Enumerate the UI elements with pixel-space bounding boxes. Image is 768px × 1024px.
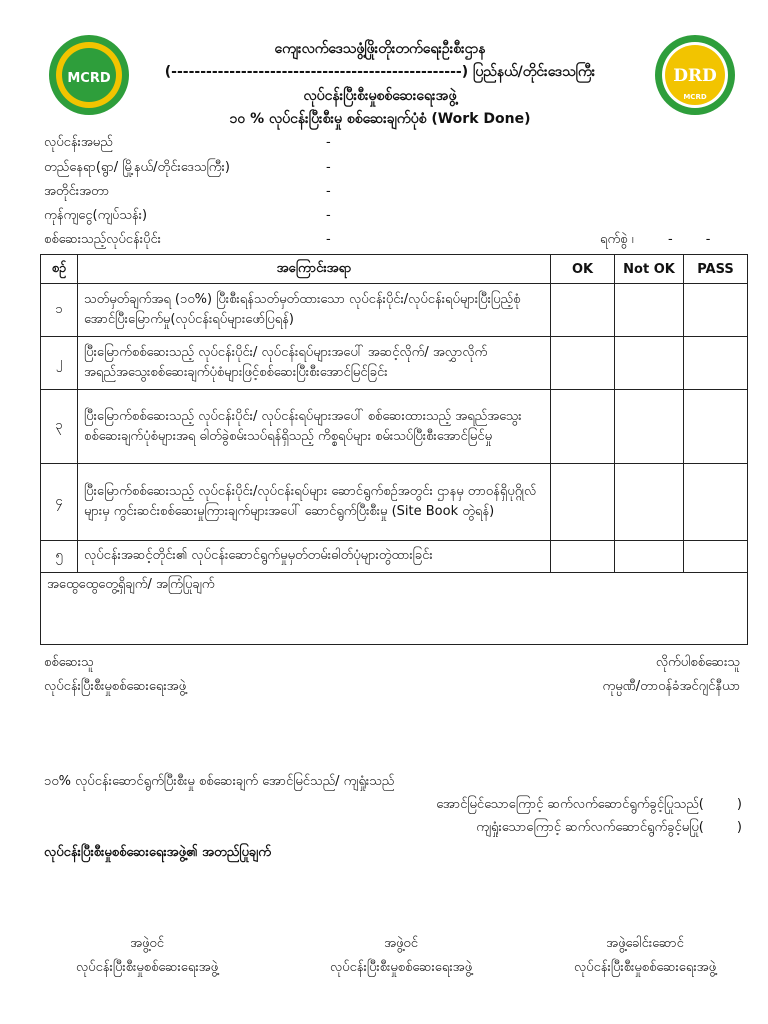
- not-ok-checkbox-cell[interactable]: [615, 464, 684, 541]
- info-label-project-name: လုပ်ငန်းအမည်: [44, 135, 113, 150]
- col-header-ok: OK: [551, 255, 615, 284]
- row-description: ပြီးမြောက်စစ်ဆေးသည့် လုပ်ငန်းပိုင်း/လုပ်ငန်းရပ်များ ဆောင်ရွက်စဉ်အတွင်း ဌာနမှ တာဝန်ရှိပုဂ္ဂိုလ်များမှ ကွင်းဆင်းစစ်ဆေးမှုကြားချက်များအပေါ် ဆောင်ရွက်ပြီးစီးမှု (Site Book တွဲရန်): [78, 464, 551, 541]
- table-row: [41, 337, 748, 390]
- col-header-not-ok: Not OK: [615, 255, 684, 284]
- pass-checkbox-cell[interactable]: [684, 541, 748, 573]
- row-description: ပြီးမြောက်စစ်ဆေးသည့် လုပ်ငန်းပိုင်း/ လုပ်ငန်းရပ်များအပေါ် စစ်ဆေးထားသည့် အရည်အသွေး စစ်ဆေးချက်ပုံစံများအရ ဓါတ်ခွဲစမ်းသပ်ရန်ရှိသည့် ကိစ္စရပ်များ စမ်းသပ်ပြီးစီးအောင်မြင်မှု: [78, 390, 551, 464]
- row-description: သတ်မှတ်ချက်အရ (၁၀%) ပြီးစီးရန်သတ်မှတ်ထားသော လုပ်ငန်းပိုင်း/လုပ်ငန်းရပ်များပြီးပြည့်စုံအောင်ပြီးမြောက်မှု(လုပ်ငန်းရပ်များဖော်ပြရန်): [78, 284, 551, 337]
- drd-logo-emblem: [654, 34, 736, 116]
- row-number: ၁: [41, 284, 78, 337]
- pass-checkbox-cell[interactable]: [684, 284, 748, 337]
- pass-checkbox-cell[interactable]: [684, 337, 748, 390]
- ok-checkbox-cell[interactable]: [551, 464, 615, 541]
- date-value: - -: [668, 232, 711, 247]
- table-row: [41, 284, 748, 337]
- leader-org: လုပ်ငန်းပြီးစီးမှုစစ်ဆေးရေးအဖွဲ့: [573, 960, 716, 975]
- info-label-location: တည်နေရာ(ရွာ/ မြို့နယ်/တိုင်းဒေသကြီး): [44, 160, 230, 175]
- member-2-role: အဖွဲ့ဝင်: [384, 936, 418, 951]
- info-label-inspected-part: စစ်ဆေးသည့်လုပ်ငန်းပိုင်း: [44, 232, 161, 247]
- ok-checkbox-cell[interactable]: [551, 390, 615, 464]
- drd-logo: [654, 34, 736, 116]
- approval-heading: လုပ်ငန်းပြီးစီးမှုစစ်ဆေးရေးအဖွဲ့၏ အတည်ပြုချက်: [44, 845, 271, 860]
- table-header-row: [41, 255, 748, 284]
- row-number: ၅: [41, 541, 78, 573]
- date-label: ရက်စွဲ ၊: [600, 232, 634, 247]
- not-ok-checkbox-cell[interactable]: [615, 390, 684, 464]
- info-label-cost: ကုန်ကျငွေ(ကျပ်သန်း): [44, 208, 148, 223]
- info-value-project-name: -: [326, 135, 331, 150]
- info-value-size: -: [326, 184, 331, 199]
- row-number: ၄: [41, 464, 78, 541]
- table-row: [41, 464, 748, 541]
- drd-logo-subtext: MCRD: [683, 93, 707, 101]
- ok-checkbox-cell[interactable]: [551, 284, 615, 337]
- mcrd-logo-text: MCRD: [67, 71, 111, 86]
- region-title: (--------------------------------------------------) ပြည်နယ်/တိုင်းဒေသကြီး: [164, 64, 596, 80]
- info-label-size: အတိုင်းအတာ: [44, 184, 110, 199]
- info-value-inspected-part: -: [326, 232, 331, 247]
- not-ok-checkbox-cell[interactable]: [615, 541, 684, 573]
- ok-checkbox-cell[interactable]: [551, 337, 615, 390]
- leader-role: အဖွဲ့ခေါင်းဆောင်: [606, 936, 684, 951]
- department-title: ကျေးလက်ဒေသဖွံ့ဖြိုးတိုးတက်ရေးဦးစီးဌာန: [274, 41, 486, 57]
- ok-checkbox-cell[interactable]: [551, 541, 615, 573]
- drd-logo-text: DRD: [673, 66, 717, 86]
- col-header-pass: PASS: [684, 255, 748, 284]
- form-title: ၁၀ % လုပ်ငန်းပြီးစီးမှု စစ်ဆေးချက်ပုံစံ (Work Done): [229, 111, 531, 127]
- member-2-org: လုပ်ငန်းပြီးစီးမှုစစ်ဆေးရေးအဖွဲ့: [329, 960, 472, 975]
- remarks-field[interactable]: အထွေထွေတွေ့ရှိချက်/ အကြံပြုချက်: [41, 573, 748, 645]
- remarks-row[interactable]: [41, 573, 748, 645]
- inspector-org: လုပ်ငန်းပြီးစီးမှုစစ်ဆေးရေးအဖွဲ့: [44, 679, 187, 694]
- row-description: လုပ်ငန်းအဆင့်တိုင်း၏ လုပ်ငန်းဆောင်ရွက်မှုမှတ်တမ်းဓါတ်ပုံများတွဲထားခြင်း: [78, 541, 551, 573]
- committee-title: လုပ်ငန်းပြီးစီးမှုစစ်ဆေးရေးအဖွဲ့: [303, 88, 457, 104]
- approve-option[interactable]: အောင်မြင်သောကြောင့် ဆက်လက်ဆောင်ရွက်ခွင့်ပြုသည်( ): [436, 797, 742, 812]
- mcrd-logo: [48, 34, 130, 116]
- table-row: [41, 541, 748, 573]
- row-number: ၃: [41, 390, 78, 464]
- reject-option[interactable]: ကျရှုံးသောကြောင့် ဆက်လက်ဆောင်ရွက်ခွင့်မပြု( ): [476, 820, 742, 835]
- accompanying-inspector-org: ကုမ္ပဏီ/တာဝန်ခံအင်ဂျင်နီယာ: [602, 679, 740, 694]
- table-row: [41, 390, 748, 464]
- col-header-no: စဉ်: [41, 255, 78, 284]
- member-1-role: အဖွဲ့ဝင်: [130, 936, 164, 951]
- col-header-description: အကြောင်းအရာ: [78, 255, 551, 284]
- pass-checkbox-cell[interactable]: [684, 390, 748, 464]
- not-ok-checkbox-cell[interactable]: [615, 284, 684, 337]
- info-value-location: -: [326, 160, 331, 175]
- not-ok-checkbox-cell[interactable]: [615, 337, 684, 390]
- result-statement: ၁၀% လုပ်ငန်းဆောင်ရွက်ပြီးစီးမှု စစ်ဆေးချက် အောင်မြင်သည်/ ကျရှုံးသည်: [44, 774, 395, 789]
- accompanying-inspector-title: လိုက်ပါစစ်ဆေးသူ: [655, 655, 740, 670]
- mcrd-logo-emblem: [48, 34, 130, 116]
- member-1-org: လုပ်ငန်းပြီးစီးမှုစစ်ဆေးရေးအဖွဲ့: [75, 960, 218, 975]
- info-value-cost: -: [326, 208, 331, 223]
- inspector-title: စစ်ဆေးသူ: [44, 655, 94, 670]
- checklist-table: [40, 254, 748, 645]
- row-number: ၂: [41, 337, 78, 390]
- pass-checkbox-cell[interactable]: [684, 464, 748, 541]
- row-description: ပြီးမြောက်စစ်ဆေးသည့် လုပ်ငန်းပိုင်း/ လုပ်ငန်းရပ်များအပေါ် အဆင့်လိုက်/ အလွှာလိုက်အရည်အသွေးစစ်ဆေးချက်ပုံစံများဖြင့်စစ်ဆေးပြီးစီးအောင်မြင်ခြင်း: [78, 337, 551, 390]
